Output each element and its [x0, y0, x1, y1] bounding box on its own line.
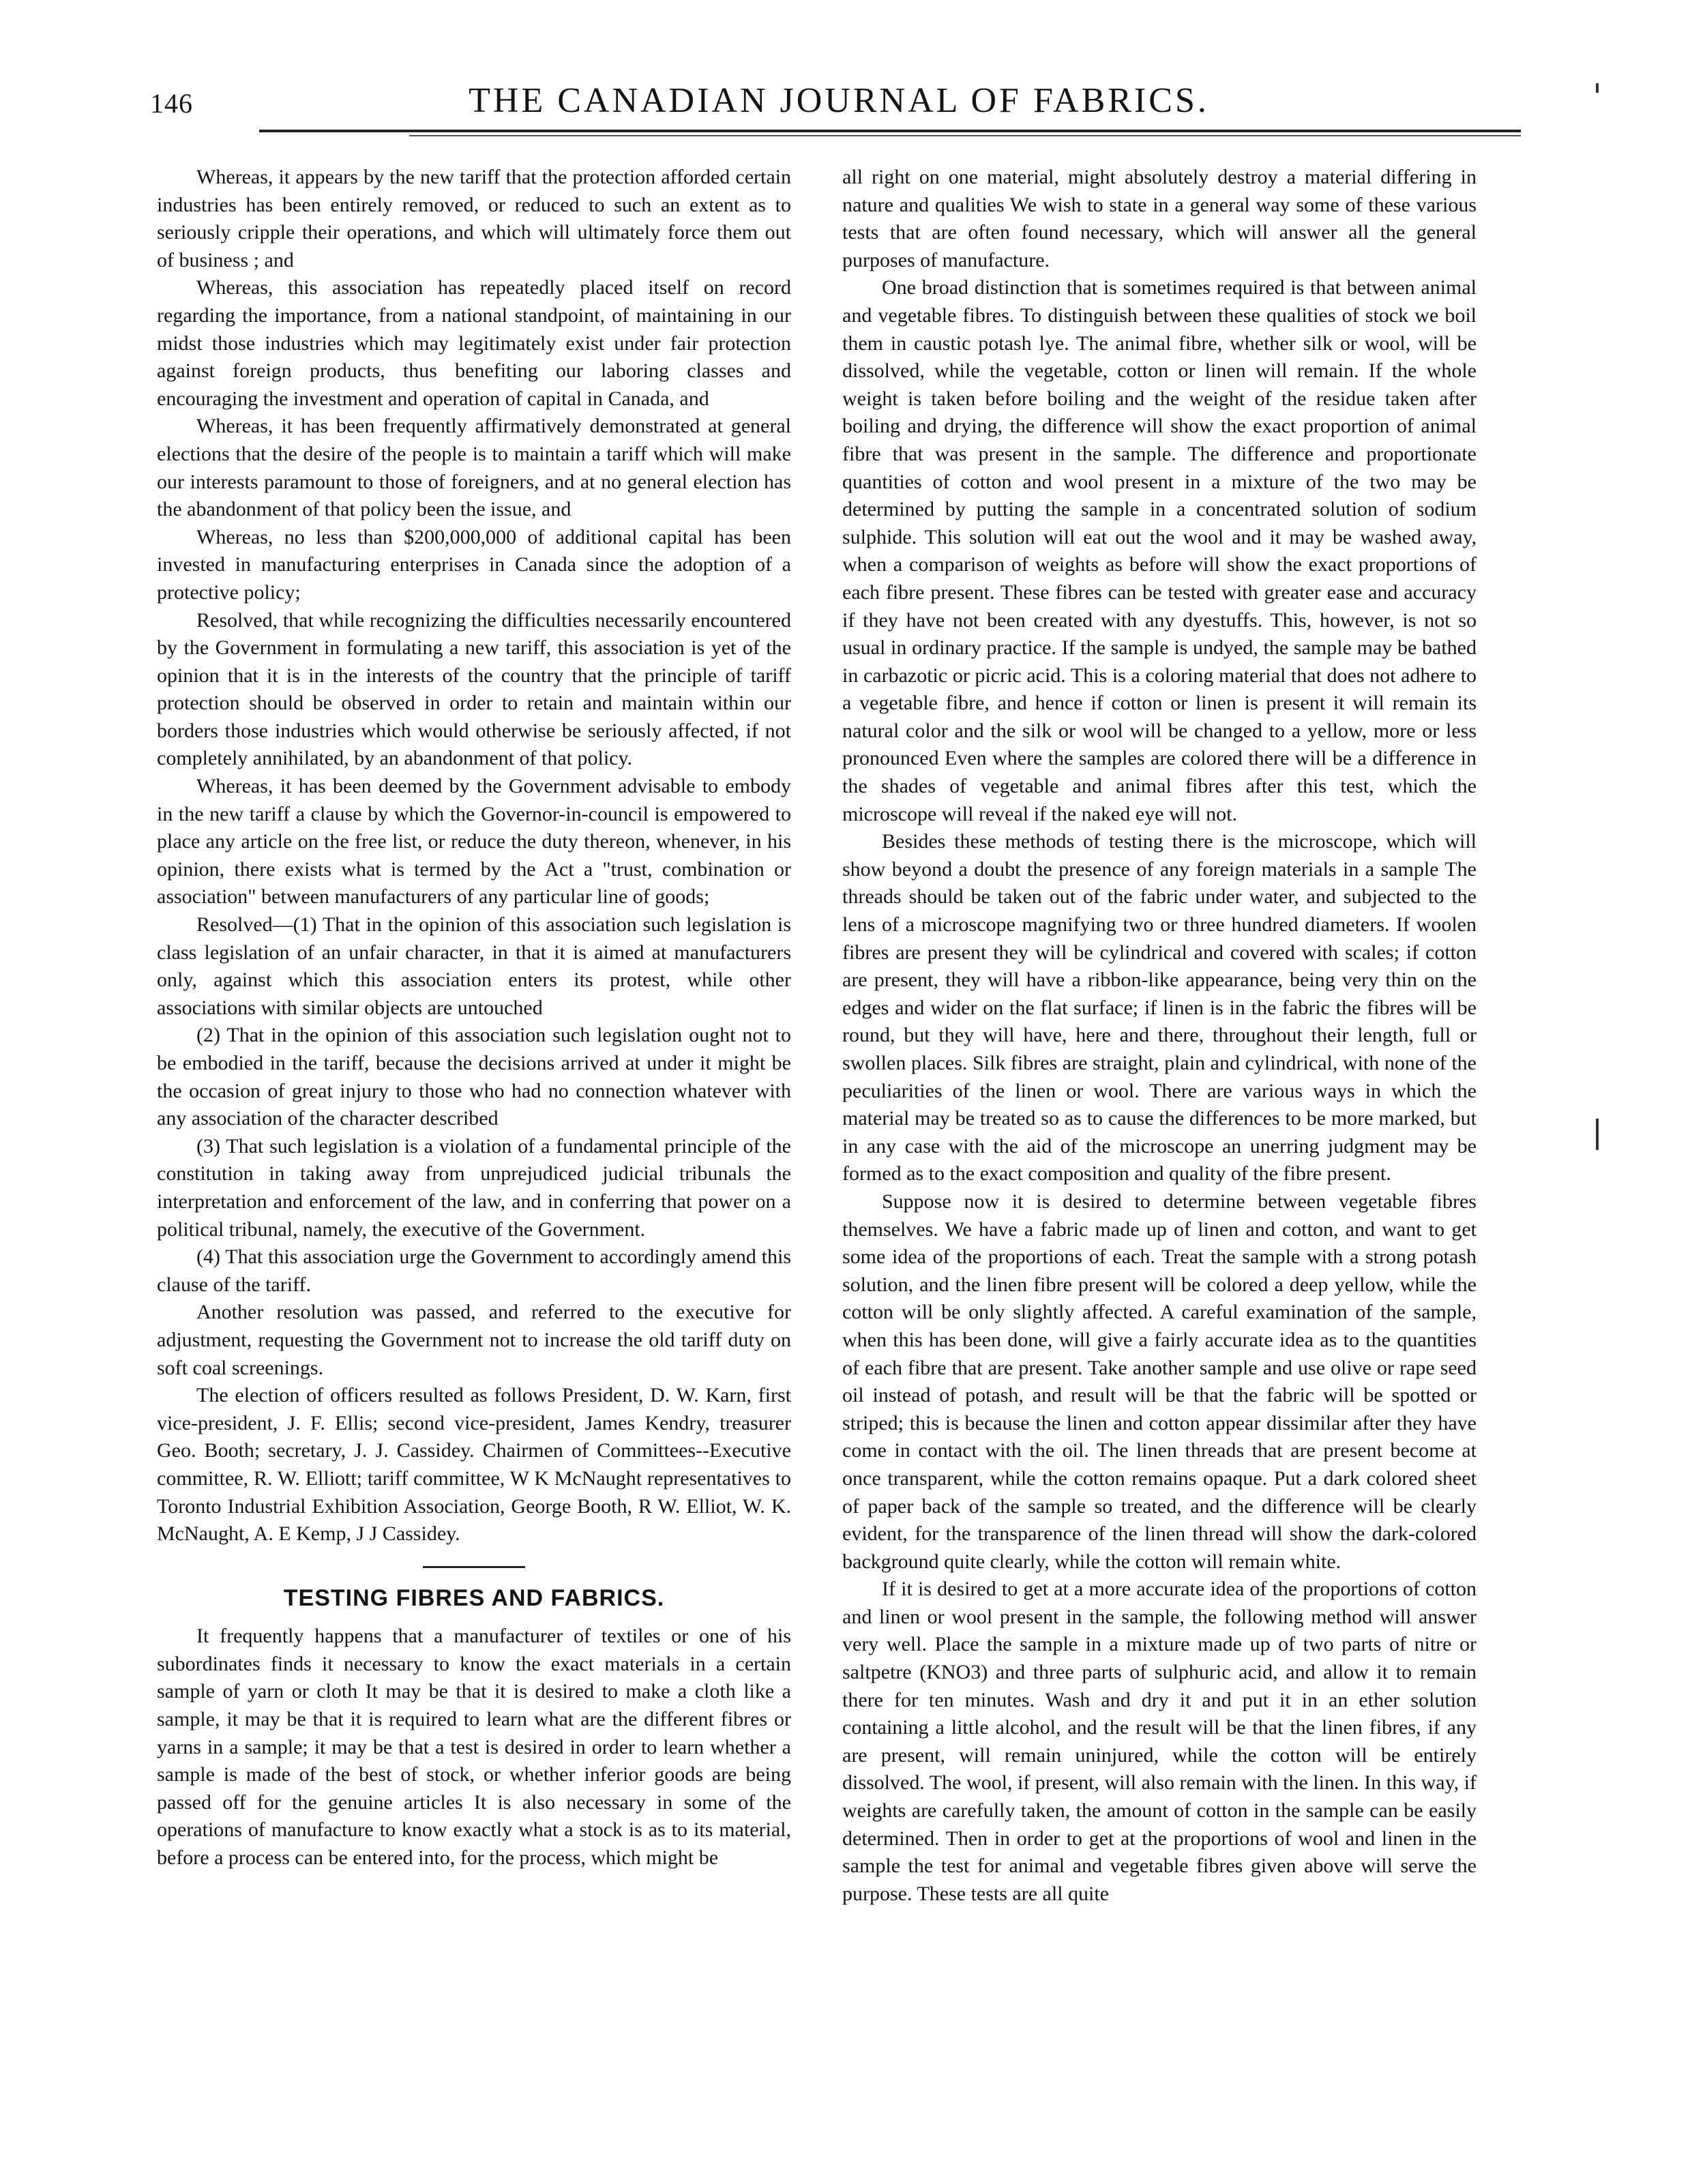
paragraph: It frequently happens that a manufacturer of textiles or one of his subordinates finds it necessary to know the exact materials in a certain sample of yarn or cloth It may be that it is desired to make a cloth like a sample, it may be that it is required to learn what are the different fibres or yarns in a sample; it may be that a test is desired in order to learn whether a sample is made of the best of stock, or whether inferior goods are being passed off for the genuine articles It is also necessary in some of the operations of manufacture to know exactly what a stock is as to its material, before a process can be entered into, for the process, which might be — [157, 1625, 791, 1870]
header-rule — [259, 130, 1521, 132]
page-header — [150, 80, 1528, 142]
paragraph: Suppose now it is desired to determine between vegetable fibres themselves. We have a fabric made up of linen and cotton, and want to get some idea of the proportions of each. Treat the sample with a strong potash solution, and the linen fibre present will be colored a deep yellow, while the cotton will be only slightly affected. A careful examination of the sample, when this has been done, will give a fairly accurate idea as to the quantities of each fibre that are present. Take another sample and use olive or rape seed oil instead of potash, and result will be that the fabric will be spotted or striped; this is because the linen and cotton appear dissimilar after they have come in contact with the oil. The linen threads that are present become at once transparent, while the cotton remains opaque. Put a dark colored sheet of paper back of the sample so treated, and the difference will be clearly evident, for the transparence of the linen thread will show the dark-colored background quite clearly, while the cotton will remain white. — [842, 1190, 1477, 1573]
page-number: 146 — [150, 88, 193, 119]
paragraph: all right on one material, might absolutely destroy a material differing in nature and qualities We wish to state in a general way some of these various tests that are often found necessary, which will answer all the general purposes of manufacture. — [842, 166, 1477, 271]
paragraph: (4) That this association urge the Government to accordingly amend this clause of the tariff. — [157, 1245, 791, 1296]
paragraph: (3) That such legislation is a violation of a fundamental principle of the constitution in taking away from unprejudiced judicial tribunals the interpretation and enforcement of the law, and in conferring that power on a political tribunal, namely, the executive of the Government. — [157, 1134, 791, 1241]
paragraph: Whereas, no less than $200,000,000 of additional capital has been invested in manufacturing enterprises in Canada since the adoption of a protective policy; — [157, 525, 791, 604]
left-column — [157, 164, 791, 1872]
paragraph: Whereas, it has been frequently affirmatively demonstrated at general elections that the desire of the people is to maintain a tariff which will make our interests paramount to those of foreigners, and at no general election has the abandonment of that policy been the issue, and — [157, 415, 791, 521]
header-rule-secondary — [409, 135, 1521, 136]
running-title: THE CANADIAN JOURNAL OF FABRICS. — [469, 81, 1209, 120]
section-divider — [423, 1566, 525, 1568]
paragraph: Whereas, this association has repeatedly placed itself on record regarding the importance, from a national standpoint, of maintaining in our midst those industries which may legitimately exist under fair protection against foreign products, thus benefiting our laboring classes and encouraging the investment and operation of capital in Canada, and — [157, 276, 791, 410]
paragraph: Resolved, that while recognizing the difficulties necessarily encountered by the Government in formulating a new tariff, this association is yet of the opinion that it is in the interests of the country that the principle of tariff protection should be observed in order to retain and maintain within our borders those industries which would otherwise be seriously affected, if not completely annihilated, by an abandonment of that policy. — [157, 608, 791, 770]
paragraph: Besides these methods of testing there is the microscope, which will show beyond a doubt the presence of any foreign materials in a sample The threads should be taken out of the fabric under water, and subjected to the lens of a microscope magnifying two or three hundred diameters. If woolen fibres are present they will be cylindrical and covered with scales; if cotton are present, they will have a ribbon-like appearance, being very thin on the edges and wider on the flat surface; if linen is in the fabric the fibres will be round, but they will have, here and there, throughout their length, full or swollen places. Silk fibres are straight, plain and cylindrical, with none of the peculiarities of the linen or wool. There are various ways in which the material may be treated so as to cause the differences to be more marked, but in any case with the aid of the microscope an unerring judgment may be formed as to the exact composition and quality of the fibre present. — [842, 830, 1477, 1185]
paragraph: One broad distinction that is sometimes required is that between animal and vegetable fibres. To distinguish between these qualities of stock we boil them in caustic potash lye. The animal fibre, whether silk or wool, will be dissolved, while the vegetable, cotton or linen will remain. If the whole weight is taken before boiling and the weight of the residue taken after boiling and drying, the difference will show the exact proportion of animal fibre that was present in the sample. The difference and proportionate quantities of cotton and wool present in a mixture of the two may be determined by putting the sample in a concentrated solution of sodium sulphide. This solution will eat out the wool and it may be washed away, when a comparison of weights as before will show the exact proportions of each fibre present. These fibres can be tested with greater ease and accuracy if they have not been created with any dyestuffs. This, however, is not so usual in ordinary practice. If the sample is undyed, the sample may be bathed in carbazotic or picric acid. This is a coloring material that does not adhere to a vegetable fibre, and hence if cotton or linen is present it will remain its natural color and the silk or wool will be changed to a yellow, more or less pronounced Even where the samples are colored there will be a difference in the shades of vegetable and animal fibres after this test, which the microscope will reveal if the naked eye will not. — [842, 276, 1477, 825]
paragraph: Resolved—(1) That in the opinion of this association such legislation is class legislation of an unfair character, in that it is aimed at manufacturers only, against which this association enters its protest, while other associations with similar objects are untouched — [157, 913, 791, 1019]
paragraph: (2) That in the opinion of this association such legislation ought not to be embodied in the tariff, because the decisions arrived at under it might be the occasion of great injury to those who had no connection whatever with any association of the character described — [157, 1024, 791, 1130]
paragraph: Another resolution was passed, and referred to the executive for adjustment, requesting the Government not to increase the old tariff duty on soft coal screenings. — [157, 1301, 791, 1379]
margin-mark — [1596, 83, 1599, 93]
paragraph: The election of officers resulted as follows President, D. W. Karn, first vice-president, J. F. Ellis; second vice-president, James Kendry, treasurer Geo. Booth; secretary, J. J. Cassidey. Chairmen of Committees--Executive committee, R. W. Elliott; tariff committee, W K McNaught representatives to Toronto Industrial Exhibition Association, George Booth, R W. Elliot, W. K. McNaught, A. E Kemp, J J Cassidey. — [157, 1384, 791, 1546]
paragraph: Whereas, it has been deemed by the Government advisable to embody in the new tariff a clause by which the Governor-in-council is empowered to place any article on the free list, or reduce the duty thereon, whenever, in his opinion, there exists what is termed by the Act a "trust, combination or association" between manufacturers of any particular line of goods; — [157, 775, 791, 909]
margin-mark — [1596, 1119, 1599, 1150]
section-heading: TESTING FIBRES AND FABRICS. — [283, 1584, 665, 1611]
right-column — [842, 164, 1477, 1908]
paragraph: If it is desired to get at a more accurate idea of the proportions of cotton and linen or wool present in the sample, the following method will answer very well. Place the sample in a mixture made up of two parts of nitre or saltpetre (KNO3) and three parts of sulphuric acid, and allow it to remain there for ten minutes. Wash and dry it and put it in an ether solution containing a little alcohol, and the result will be that the linen fibres, if any are present, will remain uninjured, while the cotton will be entirely dissolved. The wool, if present, will also remain with the linen. In this way, if weights are carefully taken, the amount of cotton in the sample can be easily determined. Then in order to get at the proportions of wool and linen in the sample the test for animal and vegetable fibres given above will serve the purpose. These tests are all quite — [842, 1578, 1477, 1905]
paragraph: Whereas, it appears by the new tariff that the protection afforded certain industries has been entirely removed, or reduced to such an extent as to seriously cripple their operations, and which will ultimately force them out of business ; and — [157, 166, 791, 271]
